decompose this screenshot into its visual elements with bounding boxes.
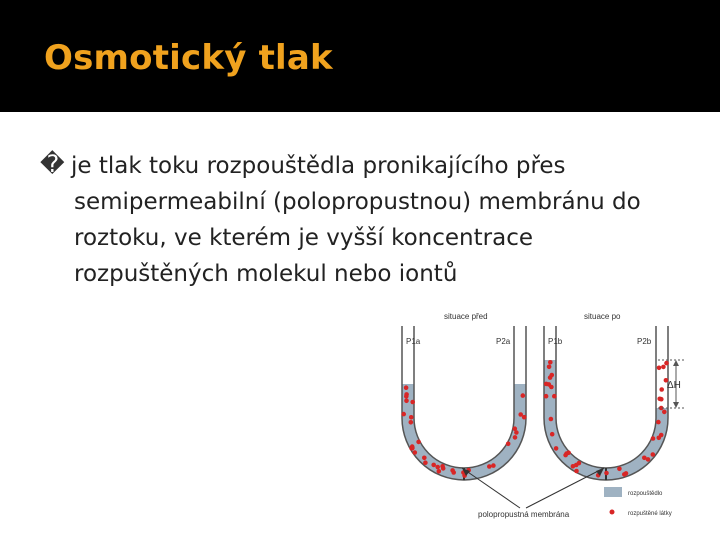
- particle-dot: [435, 465, 440, 470]
- particle-dot: [574, 463, 579, 468]
- legend-molecule-swatch: [610, 510, 615, 515]
- particle-dot: [437, 469, 442, 474]
- particle-dot: [624, 471, 629, 476]
- u-tube-before: [402, 326, 526, 480]
- u-tube-before-solution: [402, 384, 526, 480]
- particle-dot: [522, 415, 527, 420]
- legend-solvent-label: rozpouštědlo: [628, 491, 663, 497]
- bullet-text: je tlak toku rozpouštědla pronikajícího přes semipermeabilní (polopropustnou) membránu do roztoku, ve kterém je vyšší koncentrace rozpuštěných molekul nebo iontů: [71, 153, 641, 287]
- particle-dot: [656, 420, 661, 425]
- particle-dot: [401, 412, 406, 417]
- particle-dot: [552, 394, 557, 399]
- particle-dot: [659, 433, 664, 438]
- u-tube-after: [544, 326, 668, 480]
- particle-dot: [404, 399, 409, 404]
- particle-dot: [549, 385, 554, 390]
- particle-dot: [544, 382, 549, 387]
- particle-dot: [413, 450, 418, 455]
- particle-dot: [661, 365, 666, 370]
- particle-dot: [646, 457, 651, 462]
- particle-dot: [506, 442, 511, 447]
- label-p2-after: P2b: [637, 337, 652, 346]
- particle-dot: [513, 426, 518, 431]
- particle-dot: [547, 365, 552, 370]
- particle-dot: [521, 393, 526, 398]
- particle-dot: [548, 360, 553, 365]
- particle-dot: [554, 446, 559, 451]
- particle-dot: [423, 460, 428, 465]
- particle-dot: [604, 471, 609, 476]
- particle-dot: [410, 444, 415, 449]
- particle-dot: [410, 400, 415, 405]
- label-p2-before: P2a: [496, 337, 511, 346]
- delta-h-label: ΔH: [667, 380, 681, 391]
- particle-dot: [548, 375, 553, 380]
- particle-dot: [550, 432, 555, 437]
- particle-dot: [651, 452, 656, 457]
- particle-dot: [491, 463, 496, 468]
- particle-dot: [487, 464, 492, 469]
- caption-after: situace po: [584, 312, 621, 321]
- legend-molecule-label: rozpuštěné látky: [628, 511, 672, 517]
- particle-dot: [431, 463, 436, 468]
- particle-dot: [451, 470, 456, 475]
- legend: [604, 487, 672, 517]
- particle-dot: [549, 417, 554, 422]
- particle-dot: [657, 397, 662, 402]
- particle-dot: [563, 453, 568, 458]
- particle-dot: [409, 420, 414, 425]
- particle-dot: [651, 436, 656, 441]
- particle-dot: [422, 456, 427, 461]
- particle-dot: [440, 464, 445, 469]
- particles-before: [401, 385, 526, 478]
- particle-dot: [657, 366, 662, 371]
- particle-dot: [409, 415, 414, 420]
- particle-dot: [404, 392, 409, 397]
- slide-title: Osmotický tlak: [44, 38, 333, 78]
- caption-before: situace před: [444, 312, 488, 321]
- particle-dot: [574, 469, 579, 474]
- label-p1-before: P1a: [406, 337, 421, 346]
- particle-dot: [659, 387, 664, 392]
- particle-dot: [617, 467, 622, 472]
- membrane-label: polopropustná membrána: [478, 510, 570, 519]
- particle-dot: [544, 394, 549, 399]
- particle-dot: [664, 361, 669, 366]
- label-p1-after: P1b: [548, 337, 563, 346]
- particle-dot: [416, 440, 421, 445]
- legend-solvent-swatch: [604, 487, 622, 497]
- bullet-marker: �: [40, 150, 65, 178]
- particle-dot: [513, 435, 518, 440]
- particle-dot: [662, 410, 667, 415]
- particle-dot: [404, 385, 409, 390]
